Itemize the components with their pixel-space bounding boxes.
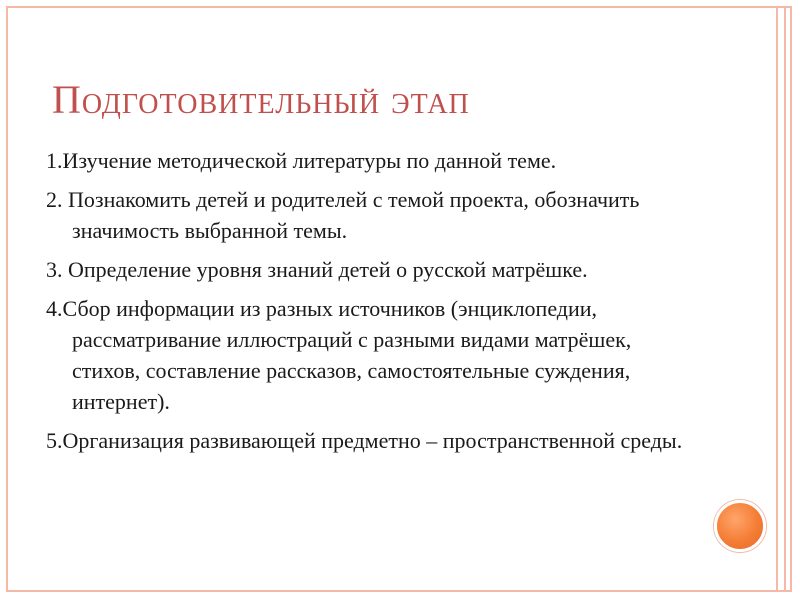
slide-content	[46, 145, 686, 464]
slide-title: Подготовительный этап	[52, 77, 470, 122]
list-item: 5.Организация развивающей предметно – пространственной среды.	[46, 428, 683, 453]
list-item: 4.Сбор информации из разных источников (энциклопедии, рассматривание иллюстраций с разными видами матрёшек, стихов, составление рассказов, самостоятельные суждения, интернет).	[46, 296, 632, 414]
frame-right-line-inner	[784, 6, 786, 592]
list-item: 2. Познакомить детей и родителей с темой проекта, обозначить значимость выбранной темы.	[46, 187, 640, 243]
list-item: 1.Изучение методической литературы по данной теме.	[46, 148, 557, 173]
list-item: 3. Определение уровня знаний детей о русской матрёшке.	[46, 257, 588, 282]
frame-right-line	[776, 6, 778, 592]
accent-circle-icon	[714, 500, 766, 552]
